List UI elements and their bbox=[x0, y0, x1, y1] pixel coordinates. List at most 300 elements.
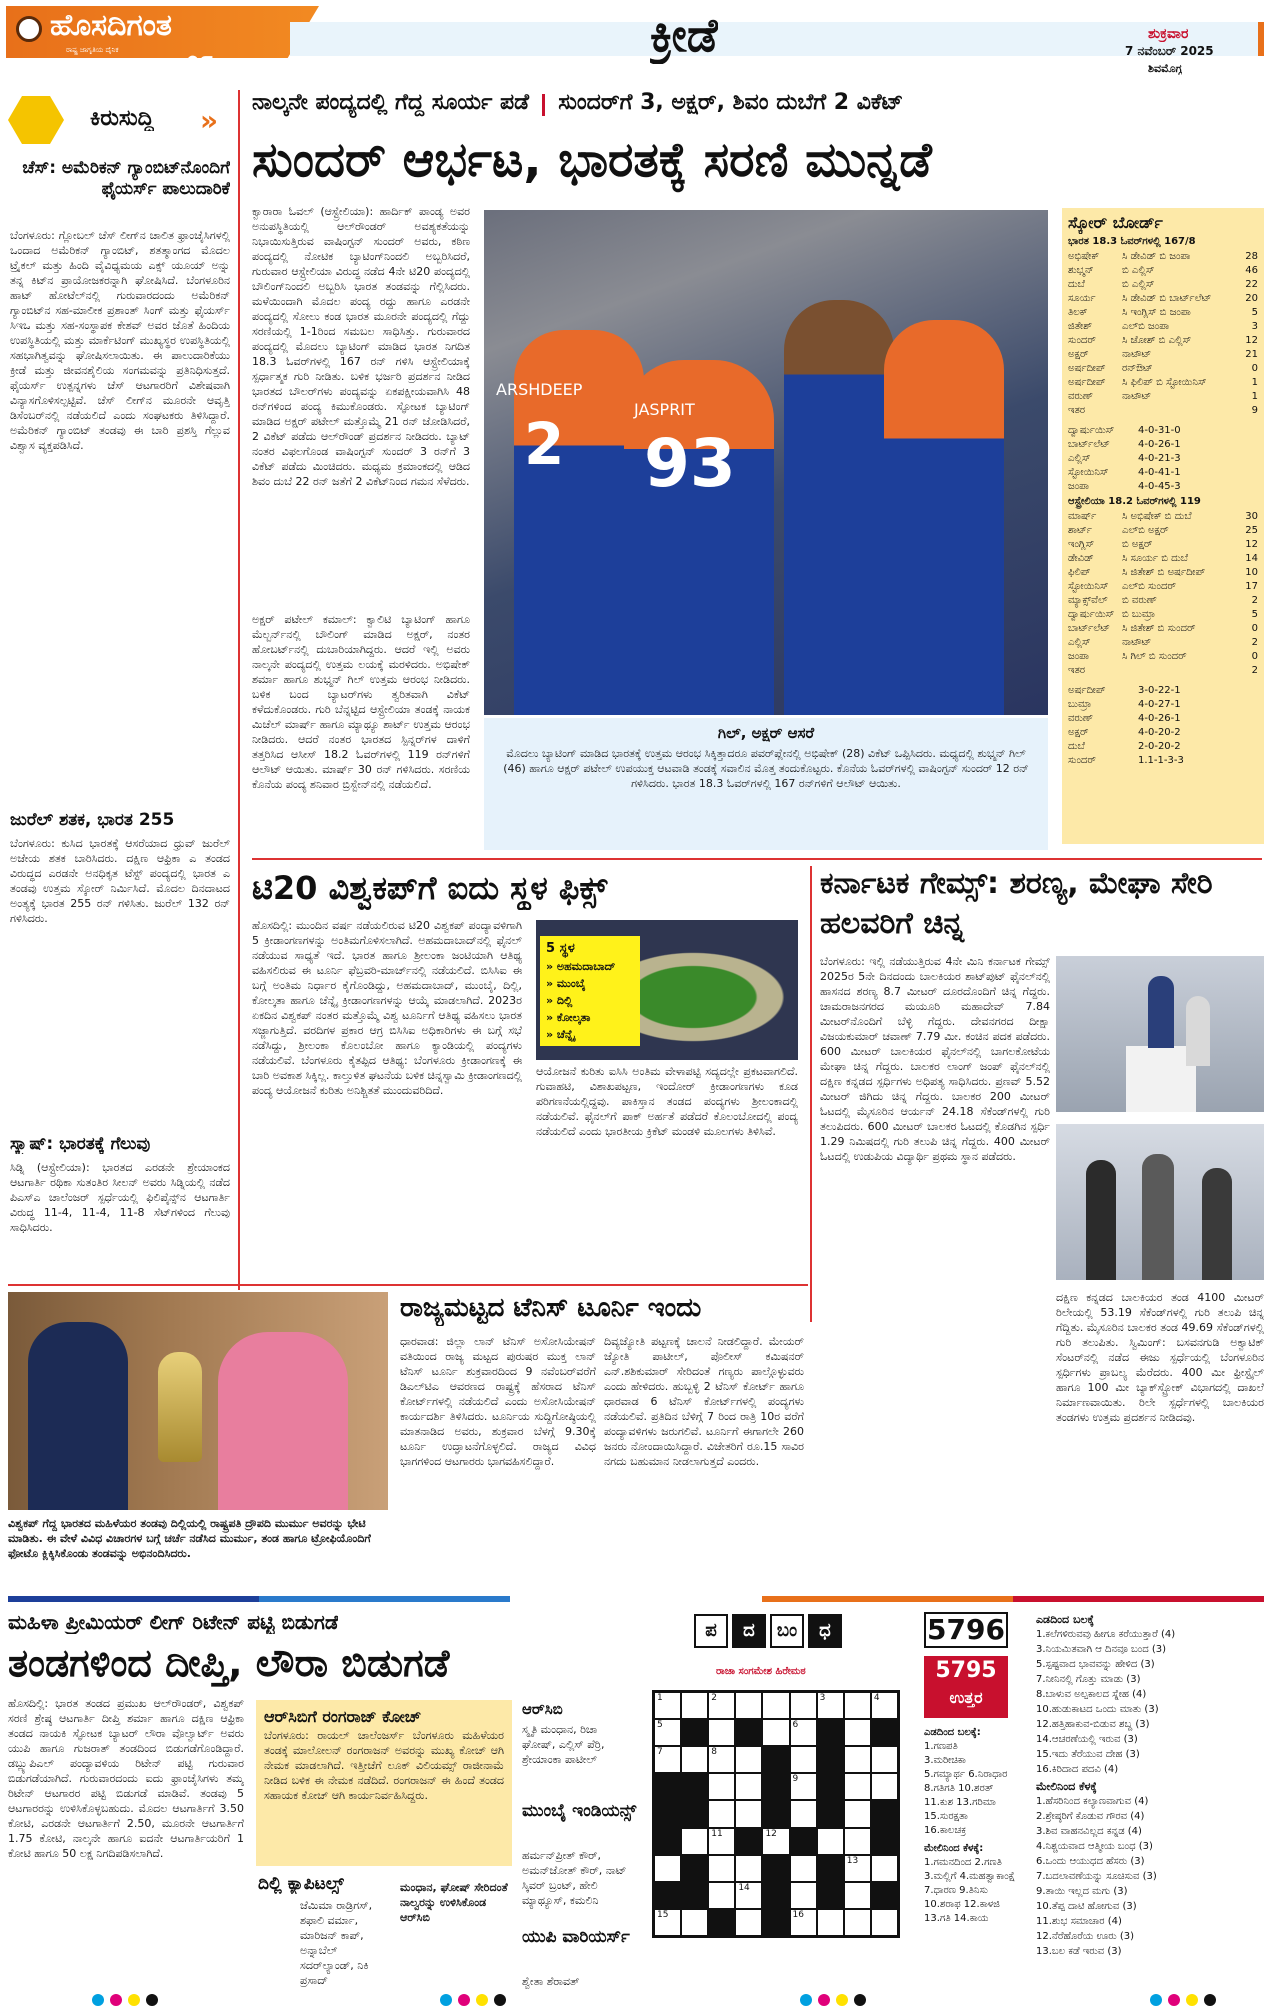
grid-cell bbox=[790, 1746, 817, 1773]
grid-cell bbox=[844, 1882, 871, 1909]
lead-kicker-2: ಸುಂದರ್‌ಗೆ 3, ಅಕ್ಷರ್, ಶಿವಂ ದುಬೆಗೆ 2 ವಿಕೆಟ್ bbox=[558, 90, 904, 115]
grid-cell bbox=[790, 1909, 817, 1936]
player-name: ಮ್ಯಾಕ್ಸ್‌ವೆಲ್ bbox=[1068, 595, 1108, 606]
clue-item: 5.ಸ್ಪಷ್ಟವಾದ ಭಾವವನ್ನು ಹೇಳಿದ (3) bbox=[1036, 1659, 1155, 1670]
bowling-figures: 4-0-45-3 bbox=[1138, 481, 1181, 492]
clue-number: 3 bbox=[819, 1693, 826, 1703]
wpl-body: ಹೊಸದಿಲ್ಲಿ: ಭಾರತ ತಂಡದ ಪ್ರಮುಖ ಆಲ್‌ರೌಂಡರ್, ವಿಶ್ವಕಪ್ ಸರಣಿ ಶ್ರೇಷ್ಠ ಆಟಗಾರ್ತಿ ದೀಪ್ತಿ ಶರ್ಮಾ ಹಾಗೂ ದಕ್ಷಿಣ ಆಫ್ರಿಕಾ ತಂಡದ ನಾಯಕಿ ಸ್ಫೋಟಕ ಬ್ಯಾಟರ್ ಲೌರಾ ವೊಲ್ವಾರ್ಟ್ ಅವರು ಯುಪಿ ಹಾಗೂ ಗುಜರಾತ್ ತಂಡದಿಂದ ಬಿಡುಗಡೆಗೊಂಡಿದ್ದಾರೆ. ಡಬ್ಲ್ಯುಪಿಎಲ್ ಪಂದ್ಯಾವಳಿಯ ರಿಟೇನ್ ಪಟ್ಟಿ ಗುರುವಾರ ಬಿಡುಗಡೆಯಾಗಿದೆ. ಗುರುವಾರದಂದು ಐದು ಫ್ರಾಂಚೈಸಿಗಳು ತಮ್ಮ ರಿಟೇನ್ ಆಟಗಾರರ ಪಟ್ಟಿ ಬಿಡುಗಡೆ ಮಾಡಿವೆ. ತಂಡವು 5 ಆಟಗಾರರನ್ನು ಉಳಿಸಿಕೊಳ್ಳಬಹುದು. ಮೊದಲ ಆಟಗಾರ್ತಿಗೆ 3.50 ಕೋಟಿ, ಎರಡನೇ ಆಟಗಾರ್ತಿಗೆ 2.50, ಮೂರನೇ ಆಟಗಾರ್ತಿಗೆ 1.75 ಕೋಟಿ, ನಾಲ್ಕನೇ ಹಾಗೂ ಐದನೇ ಆಟಗಾರ್ತಿಯರಿಗೆ 1 ಕೋಟಿ ಹಾಗೂ 50 ಲಕ್ಷ ನಿಗದಿಪಡಿಸಲಾಗಿದೆ. bbox=[8, 1697, 244, 1860]
clue-number: 11 bbox=[711, 1828, 723, 1839]
scoreboard-row bbox=[1068, 376, 1258, 390]
puzzle-title-letter: ಪ bbox=[694, 1614, 728, 1648]
grid-cell-black bbox=[735, 1828, 762, 1855]
runs: 1 bbox=[1251, 391, 1258, 402]
clue-item: 3.ನಿಯಮಿತವಾಗಿ ಆ ದಿನವೂ ಬಂದ (3) bbox=[1036, 1644, 1167, 1655]
answer-item: 5.ಗಮ್ಯಾರ್ಥ 6.ನಿರಾಧಾರ bbox=[924, 1769, 1008, 1780]
runs: 2 bbox=[1251, 595, 1258, 606]
team-players-rcb: ಸ್ಮೃತಿ ಮಂಧಾನ, ರಿಚಾ ಘೋಷ್, ಎಲ್ಲಿಸ್ ಪೆರ್ರಿ, ಶ್ರೇಯಾಂಕಾ ಪಾಟೀಲ್ bbox=[522, 1723, 605, 1766]
grid-cell-black bbox=[762, 1882, 789, 1909]
clue-number: 14 bbox=[738, 1882, 750, 1893]
grid-cell bbox=[708, 1746, 735, 1773]
bowling-figures: 4-0-26-1 bbox=[1138, 713, 1181, 724]
grid-cell-black bbox=[871, 1719, 898, 1746]
runs: 12 bbox=[1245, 335, 1258, 346]
runs: 5 bbox=[1251, 609, 1258, 620]
answer-item: 13.ಗತಿ 14.ಕಾಯ bbox=[924, 1913, 989, 1924]
dismissal bbox=[1120, 664, 1238, 678]
medal-photo-2 bbox=[1056, 1124, 1264, 1280]
grid-cell bbox=[762, 1692, 789, 1719]
grid-cell-black bbox=[871, 1882, 898, 1909]
grid-cell bbox=[762, 1828, 789, 1855]
kirusuddi-logo bbox=[8, 92, 228, 152]
rcb-coach-body: ಬೆಂಗಳೂರು: ರಾಯಲ್ ಚಾಲೆಂಜರ್ಸ್ ಬೆಂಗಳೂರು ಮಹಿಳೆಯರ ತಂಡಕ್ಕೆ ಮಾಲೋಲನ್ ರಂಗರಾಜನ್ ಅವರನ್ನು ಮುಖ್ಯ ಕೋಚ್ ಆಗಿ ನೇಮಕ ಮಾಡಲಾಗಿದೆ. ಇತ್ತೀಚೆಗೆ ಲೂಕ್ ವಿಲಿಯಮ್ಸ್ ರಾಜೀನಾಮೆ ನೀಡಿದ ಬಳಿಕ ಈ ನೇಮಕ ನಡೆದಿದೆ. ರಂಗರಾಜನ್ ಈ ಹಿಂದೆ ತಂಡದ ಸಹಾಯಕ ಕೋಚ್ ಆಗಿ ಕಾರ್ಯನಿರ್ವಹಿಸಿದ್ದರು. bbox=[264, 1729, 504, 1802]
bowling-figures: 1.1-1-3-3 bbox=[1138, 755, 1184, 766]
scoreboard bbox=[1062, 208, 1264, 844]
prev-answer-box bbox=[924, 1656, 1008, 1718]
player-name: ಶುಭ್ಮನ್ bbox=[1068, 265, 1094, 276]
dismissal: ಬಿ ಬುಮ್ರಾ bbox=[1122, 609, 1156, 620]
dismissal: ಎಲ್‌ಬಿ ಅಕ್ಷರ್ bbox=[1122, 525, 1169, 536]
bowling-row bbox=[1068, 698, 1258, 712]
scoreboard-row bbox=[1068, 390, 1258, 404]
dismissal: ಸಿ ಜಿತೇಶ್ ಬಿ ಸುಂದರ್ bbox=[1122, 623, 1196, 634]
clue-number: 7 bbox=[657, 1747, 663, 1758]
bowler-name: ಬುಮ್ರಾ bbox=[1068, 699, 1092, 710]
bowling-row bbox=[1068, 754, 1258, 768]
dismissal: ಸಿ ಜಿತೇಶ್ ಬಿ ಅರ್ಷದೀಪ್ bbox=[1122, 567, 1206, 578]
puzzle-number: 5796 bbox=[924, 1612, 1008, 1648]
grid-cell-black bbox=[871, 1800, 898, 1827]
grid-cell bbox=[871, 1692, 898, 1719]
clue-item: 8.ಬಾಳುವ ಅಲ್ಪಕಾಲದ ಸ್ನೇಹ (4) bbox=[1036, 1689, 1147, 1700]
bowler-name: ದ್ವಾರ್ಷುಯಿಸ್ bbox=[1068, 425, 1115, 436]
scoreboard-row bbox=[1068, 250, 1258, 264]
section-divider bbox=[8, 1284, 808, 1286]
player-name: ಅರ್ಷದೀಪ್ bbox=[1068, 377, 1106, 388]
registration-marks bbox=[1150, 1994, 1216, 2006]
dismissal: ಬಿ ಅಕ್ಷರ್ bbox=[1122, 539, 1153, 550]
color-strip bbox=[8, 1596, 1264, 1602]
clue-number: 16 bbox=[792, 1909, 804, 1920]
answer-item: 3.ಮಲ್ಲಿಗೆ 4.ಮಹತ್ವಾಕಾಂಕ್ಷೆ bbox=[924, 1871, 1016, 1882]
grid-cell bbox=[790, 1773, 817, 1800]
runs: 5 bbox=[1251, 307, 1258, 318]
clue-item: 1.ಕಲೆಗಳಿರುವವು ಹೀಗೂ ಕರೆಯುತ್ತಾರೆ (4) bbox=[1036, 1629, 1176, 1640]
clues-across-heading: ಎಡದಿಂದ ಬಲಕ್ಕೆ bbox=[1036, 1613, 1094, 1626]
team-name-mi: ಮುಂಬೈ ಇಂಡಿಯನ್ಸ್ bbox=[522, 1801, 637, 1821]
clue-item: 13.ಬಲ ಕಡೆ ಇರುವ (3) bbox=[1036, 1946, 1122, 1957]
brand-logo-icon bbox=[16, 16, 42, 42]
grid-cell bbox=[708, 1828, 735, 1855]
scoreboard-row bbox=[1068, 650, 1258, 664]
answer-item: 10.ಶರಾಫ 12.ಕಾಳಜಿ bbox=[924, 1899, 1000, 1910]
scoreboard-row bbox=[1068, 580, 1258, 594]
bowling-figures: 4-0-20-2 bbox=[1138, 727, 1181, 738]
clue-number: 8 bbox=[711, 1747, 717, 1758]
kirusuddi-label: ಕಿರುಸುದ್ದಿ bbox=[90, 106, 154, 131]
bowling-figures: 2-0-20-2 bbox=[1138, 741, 1181, 752]
grid-cell-black bbox=[817, 1719, 844, 1746]
prev-answer-label: ಉತ್ತರ bbox=[949, 1688, 983, 1707]
player-name: ಜಿತೇಶ್ bbox=[1068, 321, 1093, 332]
puzzle-title bbox=[694, 1614, 842, 1648]
city-label: ಶಿವಮೊಗ್ಗ bbox=[1148, 62, 1183, 75]
runs: 21 bbox=[1245, 349, 1258, 360]
grid-cell bbox=[871, 1746, 898, 1773]
clue-number: 2 bbox=[711, 1693, 717, 1703]
grid-cell-black bbox=[762, 1773, 789, 1800]
clue-item: 10.ತೆಪ್ಪ ದಾಟಿ ಹೋಗುವ (3) bbox=[1036, 1901, 1137, 1912]
kiru-headline-3: ಸ್ಕ್ವಾಷ್: ಭಾರತಕ್ಕೆ ಗೆಲುವು bbox=[10, 1134, 151, 1154]
grid-cell bbox=[681, 1746, 708, 1773]
dismissal: ಸಿ ಇಂಗ್ಲಿಸ್ ಬಿ ಜಂಪಾ bbox=[1122, 307, 1191, 318]
grid-cell bbox=[871, 1855, 898, 1882]
bowler-name: ಎಲ್ಲಿಸ್ bbox=[1068, 453, 1091, 464]
runs: 14 bbox=[1245, 553, 1258, 564]
dismissal: ಸಿ ಫಿಲಿಪ್ ಬಿ ಸ್ಟೋಯಿನಿಸ್ bbox=[1122, 377, 1207, 388]
player-name: ಡೇವಿಡ್ bbox=[1068, 553, 1094, 564]
grid-cell bbox=[735, 1909, 762, 1936]
bowler-name: ಅಕ್ಷರ್ bbox=[1068, 727, 1089, 738]
grid-cell bbox=[681, 1828, 708, 1855]
athlete-figure bbox=[1086, 1160, 1116, 1280]
grid-cell bbox=[708, 1800, 735, 1827]
dismissal: ಸಿ ಸೂರ್ಯ ಬಿ ದುಬೆ bbox=[1122, 553, 1189, 564]
dismissal: ನಾಟೌಟ್ bbox=[1122, 637, 1152, 648]
wpl-headline: ತಂಡಗಳಿಂದ ದೀಪ್ತಿ, ಲೌರಾ ಬಿಡುಗಡೆ bbox=[8, 1641, 450, 1685]
scoreboard-row bbox=[1068, 362, 1258, 376]
puzzle-title-letter: ಧ bbox=[808, 1614, 842, 1648]
lead-body-2: ಅಕ್ಷರ್ ಪಟೇಲ್ ಕಮಾಲ್: ಕ್ವಾಲಿಟಿ ಬ್ಯಾಟಿಂಗ್ ಹಾಗೂ ಮೆಲ್ಬರ್ನ್‌ನಲ್ಲಿ ಬೌಲಿಂಗ್ ಮಾಡಿದ ಅಕ್ಷರ್, ನಂತರ ಹೋಬರ್ಟ್‌ನಲ್ಲಿ ದುಬಾರಿಯಾಗಿದ್ದರು. ಆದರೆ ಇಲ್ಲಿ ಅವರು ನಾಲ್ಕನೇ ಪಂದ್ಯದಲ್ಲಿ ಉತ್ತಮ ಲಯಕ್ಕೆ ಮರಳಿದರು. ಅಭಿಷೇಕ್ ಶರ್ಮಾ ಹಾಗೂ ಶುಭ್ಮನ್ ಗಿಲ್ ಉತ್ತಮ ಆರಂಭ ನೀಡಿದರು. ಬಳಿಕ ಬಂದ ಬ್ಯಾಟರ್‌ಗಳು ತ್ವರಿತವಾಗಿ ವಿಕೆಟ್ ಕಳೆದುಕೊಂಡರು. ಗುರಿ ಬೆನ್ನಟ್ಟಿದ ಆಸ್ಟ್ರೇಲಿಯಾ ತಂಡಕ್ಕೆ ನಾಯಕ ಮಿಚೆಲ್ ಮಾರ್ಷ್ ಹಾಗೂ ಮ್ಯಾಥ್ಯೂ ಶಾರ್ಟ್ ಉತ್ತಮ ಆರಂಭ ನೀಡಿದರು. ಆದರೆ ನಂತರ ಭಾರತದ ಸ್ಪಿನ್ನರ್‌ಗಳ ದಾಳಿಗೆ ತತ್ತರಿಸಿದ ಆಸೀಸ್ 18.2 ಓವರ್‌ಗಳಲ್ಲಿ 119 ರನ್‌ಗಳಿಗೆ ಆಲೌಟ್ ಆಯಿತು. ಮಾರ್ಷ್ 30 ರನ್ ಗಳಿಸಿದರು. ಸರಣಿಯ ಕೊನೆಯ ಪಂದ್ಯ ಶನಿವಾರ ಬ್ರಿಸ್ಬೇನ್‌ನಲ್ಲಿ ನಡೆಯಲಿದೆ. bbox=[252, 613, 470, 791]
medal-photo-1 bbox=[1056, 956, 1264, 1112]
team-name-dc: ದಿಲ್ಲಿ ಕ್ಯಾಪಿಟಲ್ಸ್ bbox=[258, 1874, 344, 1894]
dismissal: ಸಿ ಡೇವಿಡ್ ಬಿ ಬಾರ್ಟ್‌ಲೆಟ್ bbox=[1122, 293, 1212, 304]
kgames-headline: ಕರ್ನಾಟಕ ಗೇಮ್ಸ್: ಶರಣ್ಯ, ಮೇಘಾ ಸೇರಿ ಹಲವರಿಗೆ ಚಿನ್ನ bbox=[820, 866, 1213, 941]
scoreboard-row bbox=[1068, 594, 1258, 608]
lead-headline: ಸುಂದರ್ ಆರ್ಭಟ, ಭಾರತಕ್ಕೆ ಸರಣಿ ಮುನ್ನಡೆ bbox=[252, 132, 932, 188]
grid-cell-black bbox=[817, 1882, 844, 1909]
bowling-figures: 3-0-22-1 bbox=[1138, 685, 1181, 696]
grid-cell-black bbox=[681, 1882, 708, 1909]
grid-cell bbox=[790, 1692, 817, 1719]
scoreboard-title: ಸ್ಕೋರ್ ಬೋರ್ಡ್ bbox=[1068, 213, 1163, 232]
bowling-figures: 4-0-41-1 bbox=[1138, 467, 1181, 478]
grid-cell bbox=[844, 1800, 871, 1827]
bowler-name: ಸ್ಟೋಯಿನಿಸ್ bbox=[1068, 467, 1109, 478]
masthead-band bbox=[290, 22, 1260, 56]
bowler-name: ಸುಂದರ್ bbox=[1068, 755, 1096, 766]
clue-item: 4.ನಿಶ್ಚಯವಾದ ಆತ್ಮೀಯ ಬಂಧ (3) bbox=[1036, 1841, 1153, 1852]
rcb-coach-box bbox=[256, 1700, 512, 1866]
scoreboard-row bbox=[1068, 510, 1258, 524]
runs: 20 bbox=[1245, 293, 1258, 304]
grid-cell bbox=[735, 1692, 762, 1719]
india-bowling bbox=[1068, 424, 1258, 494]
grid-cell bbox=[708, 1773, 735, 1800]
masthead-accent bbox=[1258, 22, 1264, 56]
brand-name: ಹೊಸದಿಗಂತ bbox=[50, 8, 172, 43]
clue-number: 12 bbox=[765, 1828, 777, 1839]
lead-photo bbox=[484, 210, 1048, 715]
bowler-name: ಅರ್ಷದೀಪ್ bbox=[1068, 685, 1106, 696]
scoreboard-row bbox=[1068, 622, 1258, 636]
team-players-mi: ಹರ್ಮನ್‌ಪ್ರೀತ್ ಕೌರ್, ಅಮನ್‌ಜೋತ್ ಕೌರ್, ನಾಟ್ ಸ್ಕಿವರ್ ಬ್ರಂಟ್, ಹೇಲಿ ಮ್ಯಾಥ್ಯೂಸ್, ಕಮಲಿನಿ bbox=[522, 1849, 627, 1907]
grid-cell bbox=[681, 1909, 708, 1936]
kiru-body-1: ಬೆಂಗಳೂರು: ಗ್ಲೋಬಲ್ ಚೆಸ್ ಲೀಗ್‌ನ ಚಾಲಿತ ಫ್ರಾಂಚೈಸಿಗಳಲ್ಲಿ ಒಂದಾದ ಅಮೆರಿಕನ್ ಗ್ಯಾಂಬಿಟ್, ಶತತ್ಮಾಂಗದ ಮೊದಲ ಟ್ರೈಕಲ್ ಮತ್ತು ಹಿಂದಿ ವೈವಿಧ್ಯಮಯ ಎಕ್ಸ್ ಯೂಯ್ ಅನ್ನು ತನ್ನ ಕಿಟ್‌ನ ಪ್ರಾಯೋಜಕರನ್ನಾಗಿ ಘೋಷಿಸಿದೆ. ಬೆಂಗಳೂರಿನ ಹಾಟ್ ಹೋಟೆಲ್‌ನಲ್ಲಿ ಗುರುವಾರದಂದು ಅಮೆರಿಕನ್ ಗ್ಯಾಂಬಿಟ್‌ನ ಸಹ-ಮಾಲೀಕ ಪ್ರಶಾಂತ್ ಸಿಂಗ್ ಮತ್ತು ಫೈಯರ್ಸ್ ಸಿಇಒ ಮತ್ತು ಸಹ-ಸಂಸ್ಥಾಪಕ ಕೇಶವ್ ಅವರ ಜೊತೆ ಹಿಂದಿಯ ಉಪಸ್ಥಿತಿಯಲ್ಲಿ ಮತ್ತು ಮಾರ್ಕೆಟಿಂಗ್ ಮುಖ್ಯಸ್ಥರ ಉಪಸ್ಥಿತಿಯಲ್ಲಿ ಸಹಭಾಗಿತ್ವವನ್ನು ಘೋಷಿಸಲಾಯಿತು. ಈ ಪಾಲುದಾರಿಕೆಯು ಕ್ರೀಡೆ ಮತ್ತು ಜೀವನಶೈಲಿಯ ಸಂಗಮವನ್ನು ಪ್ರತಿನಿಧಿಸುತ್ತದೆ. ಫೈಯರ್ಸ್ ಉತ್ಪನ್ನಗಳು ಚೆಸ್ ಆಟಗಾರರಿಗೆ ವಿಶೇಷವಾಗಿ ವಿನ್ಯಾಸಗೊಳಿಸಲ್ಪಟ್ಟಿವೆ. ಚೆಸ್ ಲೀಗ್‌ನ ಮೂರನೇ ಆವೃತ್ತಿ ಡಿಸೆಂಬರ್‌ನಲ್ಲಿ ನಡೆಯಲಿದೆ ಎಂದು ಸಂಘಟಕರು ತಿಳಿಸಿದ್ದಾರೆ. ಅಮೆರಿಕನ್ ಗ್ಯಾಂಬಿಟ್ ತಂಡವು ಈ ಬಾರಿ ಪ್ರಶಸ್ತಿ ಗೆಲ್ಲುವ ವಿಶ್ವಾಸ ವ್ಯಕ್ತಪಡಿಸಿದೆ. bbox=[10, 229, 230, 452]
player-name: ಇಂಗ್ಲಿಸ್ bbox=[1068, 539, 1095, 550]
venue-item: » ಚೆನ್ನೈ bbox=[546, 1028, 575, 1041]
answer-item: 3.ಮರೀಚಿಕಾ bbox=[924, 1755, 966, 1766]
runs: 9 bbox=[1251, 405, 1258, 416]
clue-item: 7.ಬದಲಾವಣೆಯನ್ನು ಸೂಚಿಸುವ (3) bbox=[1036, 1871, 1157, 1882]
scoreboard-row bbox=[1068, 524, 1258, 538]
clue-number: 15 bbox=[657, 1909, 669, 1920]
answer-item: 16.ಕಾಲಚಕ್ರ bbox=[924, 1825, 967, 1836]
player-name: ಇತರ bbox=[1068, 405, 1086, 416]
clue-number: 4 bbox=[873, 1693, 880, 1703]
scoreboard-row bbox=[1068, 538, 1258, 552]
president-photo bbox=[8, 1292, 388, 1510]
grid-cell bbox=[708, 1719, 735, 1746]
clue-number: 1 bbox=[657, 1693, 663, 1703]
dismissal: ಸಿ ಜೋಶ್ ಬಿ ಎಲ್ಲಿಸ್ bbox=[1122, 335, 1192, 346]
grid-cell bbox=[844, 1828, 871, 1855]
runs: 22 bbox=[1245, 279, 1258, 290]
grid-cell bbox=[844, 1855, 871, 1882]
wpl-kicker: ಮಹಿಳಾ ಪ್ರೀಮಿಯರ್ ಲೀಗ್ ರಿಟೇನ್ ಪಟ್ಟಿ ಬಿಡುಗಡೆ bbox=[8, 1610, 339, 1634]
grid-cell bbox=[844, 1719, 871, 1746]
team-players-dc: ಜೆಮಿಮಾ ರಾಡ್ರಿಗಸ್, ಶಫಾಲಿ ವರ್ಮಾ, ಮಾರಿಜನ್ ಕಾಪ್, ಅನ್ನಾಬೆಲ್ ಸದರ್‌ಲ್ಯಾಂಡ್, ನಿಕಿ ಪ್ರಸಾದ್ bbox=[300, 1899, 373, 1987]
player-name: ಸೂರ್ಯ bbox=[1068, 293, 1096, 304]
tennis-body: ಧಾರವಾಡ: ಜಿಲ್ಲಾ ಲಾನ್ ಟೆನಿಸ್ ಅಸೋಸಿಯೇಷನ್ ವತಿಯಿಂದ ರಾಜ್ಯ ಮಟ್ಟದ ಪುರುಷರ ಮುಕ್ತ ಲಾನ್ ಟೆನಿಸ್ ಟೂರ್ನಿ ಶುಕ್ರವಾರದಿಂದ 9 ನವೆಂಬರ್‌ವರೆಗೆ ಡಿಎಲ್‌ಟಿಎ ಆವರಣದ ರಾಷ್ಟ್ರಕ್ಕೆ ಹೆಸರಾದ ಟೆನಿಸ್ ಕೋರ್ಟ್‌ಗಳಲ್ಲಿ ನಡೆಯಲಿದೆ ಎಂದು ಅಸೋಸಿಯೇಷನ್ ಕಾರ್ಯದರ್ಶಿ ತಿಳಿಸಿದರು. ಟೂರ್ನಿಯ ಸುದ್ದಿಗೋಷ್ಠಿಯಲ್ಲಿ ಮಾತನಾಡಿದ ಅವರು, ಶುಕ್ರವಾರ ಬೆಳಗ್ಗೆ 9.30ಕ್ಕೆ ಟೂರ್ನಿ ಉದ್ಘಾಟನೆಗೊಳ್ಳಲಿದೆ. ರಾಜ್ಯದ ವಿವಿಧ ಭಾಗಗಳಿಂದ ಆಟಗಾರರು ಭಾಗವಹಿಸಲಿದ್ದಾರೆ. bbox=[400, 1335, 596, 1468]
grid-cell bbox=[681, 1692, 708, 1719]
scoreboard-row bbox=[1068, 404, 1258, 418]
dismissal: ಬಿ ಎಲ್ಲಿಸ್ bbox=[1122, 265, 1155, 276]
grid-cell-black bbox=[654, 1882, 681, 1909]
answer-item: 15.ಸುರಕ್ಷತಾ bbox=[924, 1811, 968, 1822]
grid-cell bbox=[654, 1719, 681, 1746]
venue-item: » ಅಹಮದಾಬಾದ್ bbox=[546, 960, 616, 973]
player-name: ಎಲ್ಲಿಸ್ bbox=[1068, 637, 1091, 648]
clue-item: 11.ಶುಭ ಸಮಾಚಾರ (4) bbox=[1036, 1916, 1122, 1927]
caption-title: ಗಿಲ್, ಅಕ್ಷರ್ ಆಸರೆ bbox=[717, 724, 815, 742]
section-title: ಕ್ರೀಡೆ bbox=[650, 8, 718, 62]
scoreboard-row bbox=[1068, 264, 1258, 278]
kgames-body-2: ದಕ್ಷಿಣ ಕನ್ನಡದ ಬಾಲಕಿಯರ ತಂಡ 4100 ಮೀಟರ್ ರಿಲೇಯಲ್ಲಿ 53.19 ಸೆಕೆಂಡ್‌ಗಳಲ್ಲಿ ಗುರಿ ತಲುಪಿ ಚಿನ್ನ ಗೆದ್ದಿತು. ಮೈಸೂರಿನ ಬಾಲಕರ ತಂಡ 49.69 ಸೆಕೆಂಡ್‌ಗಳಲ್ಲಿ ಗುರಿ ತಲುಪಿತು. ಸ್ವಿಮಿಂಗ್: ಬಸವನಗುಡಿ ಅಕ್ವಾಟಿಕ್ ಸೆಂಟರ್‌ನಲ್ಲಿ ನಡೆದ ಈಜು ಸ್ಪರ್ಧೆಯಲ್ಲಿ ಬೆಂಗಳೂರಿನ ಸ್ಪರ್ಧಿಗಳು ಪ್ರಾಬಲ್ಯ ಮೆರೆದರು. 400 ಮೀ ಫ್ರೀಸ್ಟೈಲ್ ಹಾಗೂ 100 ಮೀ ಬ್ಯಾಕ್‌ಸ್ಟ್ರೋಕ್ ವಿಭಾಗದಲ್ಲಿ ದಾಖಲೆ ನಿರ್ಮಾಣವಾಯಿತು. ರಿಲೇ ಸ್ಪರ್ಧೆಗಳಲ್ಲಿ ಬಾಲಕಿಯರ ತಂಡಗಳು ಉತ್ತಮ ಪ್ರದರ್ಶನ ನೀಡಿದವು. bbox=[1056, 1291, 1264, 1424]
registration-marks bbox=[440, 1994, 506, 2006]
kicker-separator bbox=[542, 94, 545, 116]
grid-cell bbox=[654, 1746, 681, 1773]
bowling-row bbox=[1068, 466, 1258, 480]
runs: 28 bbox=[1245, 251, 1258, 262]
dismissal: ರನ್‌ಔಟ್ bbox=[1122, 363, 1153, 374]
runs: 10 bbox=[1245, 567, 1258, 578]
bowling-figures: 4-0-26-1 bbox=[1138, 439, 1181, 450]
bowling-row bbox=[1068, 712, 1258, 726]
crossword-grid bbox=[652, 1690, 900, 1938]
player-name: ಫಿಲಿಪ್ bbox=[1068, 567, 1091, 578]
grid-cell-black bbox=[654, 1828, 681, 1855]
venues-box bbox=[540, 936, 640, 1046]
runs: 2 bbox=[1251, 665, 1258, 676]
lead-kicker: ನಾಲ್ಕನೇ ಪಂದ್ಯದಲ್ಲಿ ಗೆದ್ದ ಸೂರ್ಯ ಪಡೆ bbox=[252, 90, 530, 115]
grid-cell-black bbox=[762, 1746, 789, 1773]
bowling-figures: 4-0-21-3 bbox=[1138, 453, 1181, 464]
clue-item: 9.ತಾಯಿ ಇಲ್ಲದ ಮಗು (3) bbox=[1036, 1886, 1128, 1897]
prev-puzzle-number: 5795 bbox=[935, 1658, 997, 1683]
scoreboard-row bbox=[1068, 320, 1258, 334]
clue-number: 5 bbox=[657, 1720, 663, 1731]
grid-cell-black bbox=[762, 1800, 789, 1827]
grid-cell bbox=[817, 1909, 844, 1936]
grid-cell bbox=[844, 1773, 871, 1800]
india-batting bbox=[1068, 250, 1258, 418]
scoreboard-row bbox=[1068, 552, 1258, 566]
player-name: ದ್ವಾರ್ಷುಯಿಸ್ bbox=[1068, 609, 1115, 620]
clue-item: 6.ಒಂದು ಆಯುಧದ ಹೆಸರು (3) bbox=[1036, 1856, 1145, 1867]
scoreboard-row bbox=[1068, 348, 1258, 362]
kiru-headline-1: ಚೆಸ್: ಅಮೆರಿಕನ್ ಗ್ಯಾಂಬಿಟ್‌ನೊಂದಿಗೆ ಫೈಯರ್ಸ್ ಪಾಲುದಾರಿಕೆ bbox=[22, 158, 230, 199]
scoreboard-row bbox=[1068, 334, 1258, 348]
runs: 30 bbox=[1245, 511, 1258, 522]
runs: 17 bbox=[1245, 581, 1258, 592]
kirusuddi-icon bbox=[8, 96, 64, 144]
bowling-row bbox=[1068, 726, 1258, 740]
answer-item: 7.ಧಾರಣ 9.ತಿನಿಸು bbox=[924, 1885, 988, 1896]
bowling-row bbox=[1068, 684, 1258, 698]
grid-cell bbox=[871, 1773, 898, 1800]
grid-cell bbox=[708, 1855, 735, 1882]
kiru-body-2: ಬೆಂಗಳೂರು: ಕುಸಿದ ಭಾರತಕ್ಕೆ ಆಸರೆಯಾದ ಧ್ರುವ್ ಜುರೆಲ್ ಅಜೇಯ ಶತಕ ಬಾರಿಸಿದರು. ದಕ್ಷಿಣ ಆಫ್ರಿಕಾ ಎ ತಂಡದ ವಿರುದ್ಧದ ಎರಡನೇ ಅನಧಿಕೃತ ಟೆಸ್ಟ್ ಪಂದ್ಯದಲ್ಲಿ ಭಾರತ ಎ ತಂಡವು ಉತ್ತಮ ಸ್ಕೋರ್ ನಿರ್ಮಿಸಿದೆ. ಮೊದಲ ದಿನದಾಟದ ಅಂತ್ಯಕ್ಕೆ ಭಾರತ 255 ರನ್ ಗಳಿಸಿತು. ಜುರೆಲ್ 132 ರನ್ ಗಳಿಸಿದರು. bbox=[10, 837, 230, 925]
player-name: ಶಾರ್ಟ್ bbox=[1068, 525, 1092, 536]
athlete-figure bbox=[1202, 1168, 1232, 1280]
runs: 0 bbox=[1251, 623, 1258, 634]
scoreboard-row bbox=[1068, 278, 1258, 292]
t20wc-body: ಹೊಸದಿಲ್ಲಿ: ಮುಂದಿನ ವರ್ಷ ನಡೆಯಲಿರುವ ಟಿ20 ವಿಶ್ವಕಪ್ ಪಂದ್ಯಾವಳಿಗಾಗಿ 5 ಕ್ರೀಡಾಂಗಣಗಳನ್ನು ಅಂತಿಮಗೊಳಿಸಲಾಗಿದೆ. ಅಹಮದಾಬಾದ್‌ನಲ್ಲಿ ಫೈನಲ್ ನಡೆಯುವ ಸಾಧ್ಯತೆ ಇದೆ. ಭಾರತ ಹಾಗೂ ಶ್ರೀಲಂಕಾ ಜಂಟಿಯಾಗಿ ಆತಿಥ್ಯ ವಹಿಸಲಿರುವ ಈ ಟೂರ್ನಿ ಫೆಬ್ರವರಿ-ಮಾರ್ಚ್‌ನಲ್ಲಿ ನಡೆಯಲಿದೆ. ಬಿಸಿಸಿಐ ಈ ಬಗ್ಗೆ ಅಂತಿಮ ನಿರ್ಧಾರ ಕೈಗೊಂಡಿದ್ದು, ಅಹಮದಾಬಾದ್, ಮುಂಬೈ, ದಿಲ್ಲಿ, ಕೋಲ್ಕತಾ ಹಾಗೂ ಚೆನ್ನೈ ಕ್ರೀಡಾಂಗಣಗಳನ್ನು ಆಯ್ಕೆ ಮಾಡಲಾಗಿದೆ. 2023ರ ಏಕದಿನ ವಿಶ್ವಕಪ್ ನಂತರ ಮತ್ತೊಮ್ಮೆ ವಿಶ್ವ ಟೂರ್ನಿಗೆ ಆತಿಥ್ಯ ವಹಿಸಲು ಭಾರತ ಸಜ್ಜಾಗುತ್ತಿದೆ. ವರದಿಗಳ ಪ್ರಕಾರ ಆಗ್ರ ಬಿಸಿಸಿಐ ಅಧಿಕಾರಿಗಳು ಈ ಬಗ್ಗೆ ಸಭೆ ನಡೆಸಿದ್ದು, ಶ್ರೀಲಂಕಾ ಕೊಲಂಬೋ ಹಾಗೂ ಕ್ಯಾಂಡಿಯಲ್ಲಿ ಪಂದ್ಯಗಳು ನಡೆಯಲಿವೆ. ಬೆಂಗಳೂರು ಕೈತಪ್ಪಿದ ಆತಿಥ್ಯ: ಬೆಂಗಳೂರು ಕ್ರೀಡಾಂಗಣಕ್ಕೆ ಈ ಬಾರಿ ಅವಕಾಶ ಸಿಕ್ಕಿಲ್ಲ. ಕಾಲ್ತುಳಿತ ಘಟನೆಯ ಬಳಿಕ ಚಿನ್ನಸ್ವಾಮಿ ಕ್ರೀಡಾಂಗಣದಲ್ಲಿ ಪಂದ್ಯ ಆಯೋಜನೆ ಕುರಿತು ಅನಿಶ್ಚಿತತೆ ಮುಂದುವರಿದಿದೆ. bbox=[252, 919, 522, 1097]
scoreboard-row bbox=[1068, 608, 1258, 622]
column-divider bbox=[810, 866, 812, 1322]
caption-text: ಮೊದಲು ಬ್ಯಾಟಿಂಗ್ ಮಾಡಿದ ಭಾರತಕ್ಕೆ ಉತ್ತಮ ಆರಂಭ ಸಿಕ್ಕಿತ್ತಾದರೂ ಪವರ್‌ಪ್ಲೇನಲ್ಲಿ ಅಭಿಷೇಕ್ (28) ವಿಕೆಟ್ ಒಪ್ಪಿಸಿದರು. ಮಧ್ಯದಲ್ಲಿ ಶುಭ್ಮನ್ ಗಿಲ್ (46) ಹಾಗೂ ಆಕ್ಷರ್ ಪಟೇಲ್ ಉಪಯುಕ್ತ ಆಟವಾಡಿ ತಂಡಕ್ಕೆ ಸವಾಲಿನ ಮೊತ್ತ ತಂದುಕೊಟ್ಟರು. ಕೊನೆಯ ಓವರ್‌ಗಳಲ್ಲಿ ವಾಷಿಂಗ್ಟನ್ ಸುಂದರ್ 12 ರನ್ ಗಳಿಸಿದರು. ಭಾರತ 18.3 ಓವರ್‌ಗಳಲ್ಲಿ 167 ರನ್‌ಗಳಿಗೆ ಆಲೌಟ್ ಆಯಿತು. bbox=[503, 747, 1029, 790]
clue-item: 12.ನೆರೆಹೊರೆಯ ಊರು (3) bbox=[1036, 1931, 1135, 1942]
t20wc-body-2: ಆಯೋಜನೆ ಕುರಿತು ಐಸಿಸಿ ಅಂತಿಮ ವೇಳಾಪಟ್ಟಿ ಸದ್ಯದಲ್ಲೇ ಪ್ರಕಟವಾಗಲಿದೆ. ಗುವಾಹಟಿ, ವಿಶಾಖಪಟ್ಟಣ, ಇಂದೋರ್ ಕ್ರೀಡಾಂಗಣಗಳು ಕೂಡ ಪರಿಗಣನೆಯಲ್ಲಿದ್ದವು. ಪಾಕಿಸ್ತಾನ ತಂಡದ ಪಂದ್ಯಗಳು ಶ್ರೀಲಂಕಾದಲ್ಲಿ ನಡೆಯಲಿವೆ. ಫೈನಲ್‌ಗೆ ಪಾಕ್ ಅರ್ಹತೆ ಪಡೆದರೆ ಕೊಲಂಬೋದಲ್ಲಿ ಪಂದ್ಯ ನಡೆಯಲಿದೆ ಎಂದು ಭಾರತೀಯ ಕ್ರಿಕೆಟ್ ಮಂಡಳಿ ಮೂಲಗಳು ತಿಳಿಸಿವೆ. bbox=[536, 1065, 798, 1138]
date-label: 7 ನವೆಂಬರ್ 2025 bbox=[1125, 44, 1214, 58]
clue-number: 6 bbox=[792, 1720, 799, 1731]
clue-item: 10.ಹುಡುಕಾಟದ ಒಂದು ಮಾತು (3) bbox=[1036, 1704, 1159, 1715]
grid-cell-black bbox=[817, 1855, 844, 1882]
person-figure bbox=[28, 1322, 128, 1510]
grid-cell-black bbox=[735, 1719, 762, 1746]
bowling-row bbox=[1068, 740, 1258, 754]
grid-cell bbox=[790, 1882, 817, 1909]
grid-cell-black bbox=[681, 1773, 708, 1800]
dismissal: ಎಲ್‌ಬಿ ಜಂಪಾ bbox=[1122, 321, 1170, 332]
dismissal: ಸಿ ಡೇವಿಡ್ ಬಿ ಜಂಪಾ bbox=[1122, 251, 1191, 262]
bowling-figures: 4-0-27-1 bbox=[1138, 699, 1181, 710]
puzzle-title-letter: ಬಂ bbox=[770, 1614, 804, 1648]
dismissal: ಎಲ್‌ಬಿ ಸುಂದರ್ bbox=[1122, 581, 1176, 592]
venue-item: » ಮುಂಬೈ bbox=[546, 977, 586, 990]
president-photo-caption: ವಿಶ್ವಕಪ್ ಗೆದ್ದ ಭಾರತದ ಮಹಿಳೆಯರ ತಂಡವು ದಿಲ್ಲಿಯಲ್ಲಿ ರಾಷ್ಟ್ರಪತಿ ದ್ರೌಪದಿ ಮುರ್ಮು ಅವರನ್ನು ಭೇಟಿ ಮಾಡಿತು. ಈ ವೇಳೆ ವಿವಿಧ ವಿಚಾರಗಳ ಬಗ್ಗೆ ಚರ್ಚೆ ನಡೆಸಿದ ಮುರ್ಮು, ತಂಡ ಹಾಗೂ ಟ್ರೋಫಿಯೊಂದಿಗೆ ಫೋಟೊ ಕ್ಲಿಕ್ಕಿಸಿಕೊಂಡು ತಂಡವನ್ನು ಅಭಿನಂದಿಸಿದರು. bbox=[8, 1517, 371, 1560]
dismissal: ನಾಟೌಟ್ bbox=[1122, 391, 1152, 402]
player-figure bbox=[884, 320, 1004, 715]
stadium-photo bbox=[536, 920, 798, 1060]
team-name-up: ಯುಪಿ ವಾರಿಯರ್ಸ್ bbox=[522, 1927, 630, 1947]
grid-cell-black bbox=[762, 1855, 789, 1882]
trophy-icon bbox=[158, 1352, 202, 1462]
player-name: ಸುಂದರ್ bbox=[1068, 335, 1096, 346]
grid-cell bbox=[790, 1855, 817, 1882]
lead-kicker-row bbox=[252, 90, 1262, 126]
lead-body: ಕ್ವಾರಾರಾ ಓವಲ್ (ಆಸ್ಟ್ರೇಲಿಯಾ): ಹಾರ್ದಿಕ್ ಪಾಂಡ್ಯ ಅವರ ಅನುಪಸ್ಥಿತಿಯಲ್ಲಿ ಆಲ್‌ರೌಂಡರ್ ಅವಶ್ಯಕತೆಯನ್ನು ನಿಭಾಯಿಸುತ್ತಿರುವ ವಾಷಿಂಗ್ಟನ್ ಸುಂದರ್ ಅವರು, ಕಠಿಣ ಪಂದ್ಯದಲ್ಲಿ ನೋಟಿಕ ಬ್ಯಾಟಿಂಗ್‌ನಿಂದಲಿ ಅಬ್ಬರಿಸಿದರೆ, ಗುರುವಾರ ಆಸ್ಟ್ರೇಲಿಯಾ ವಿರುದ್ಧ ನಡೆದ 4ನೇ ಟಿ20 ಪಂದ್ಯದಲ್ಲಿ ಬೌಲಿಂಗ್‌ನಿಂದಲಿ ಅಬ್ಬರಿಸಿ ಭಾರತ ತಂಡವನ್ನು ಗೆಲ್ಲಿಸಿದರು. ಮಳೆಯಿಂದಾಗಿ ಮೊದಲ ಪಂದ್ಯ ರದ್ದು ಹಾಗೂ ಎರಡನೇ ಪಂದ್ಯದಲ್ಲಿ ಸೋಲು ಕಂಡ ಭಾರತ ಮೂರನೇ ಪಂದ್ಯದಲ್ಲಿ ಗೆದ್ದು ಸರಣಿಯಲ್ಲಿ 1-1ರಿಂದ ಸಮಬಲ ಸಾಧಿಸಿತ್ತು. ಗುರುವಾರದ ಪಂದ್ಯದಲ್ಲಿ ಮೊದಲು ಬ್ಯಾಟಿಂಗ್ ಮಾಡಿದ ಭಾರತ ನಿಗದಿತ 18.3 ಓವರ್‌ಗಳಲ್ಲಿ 167 ರನ್ ಗಳಿಸಿ ಆಸ್ಟ್ರೇಲಿಯಾಕ್ಕೆ ಸ್ಪರ್ಧಾತ್ಮಕ ಗುರಿ ನೀಡಿತು. ಬಳಿಕ ಭರ್ಜರಿ ಪ್ರದರ್ಶನ ನೀಡಿದ ಭಾರತದ ಬೌಲರ್‌ಗಳು ಪಂದ್ಯವನ್ನು ಏಕಪಕ್ಷೀಯವಾಗಿಸಿ 48 ರನ್‌ಗಳಿಂದ ಪಂದ್ಯ ಕಿಮುಕೊಂಡರು. ಸ್ಫೋಟಕ ಬ್ಯಾಟಿಂಗ್ ಮಾಡಿದ ಅಕ್ಷರ್ ಪಟೇಲ್ ಮತ್ತೊಮ್ಮೆ 21 ರನ್ ಜೋಡಿಸಿದರೆ, 2 ವಿಕೆಟ್ ಪಡೆದು ಆಲ್‌ರೌಂಡ್ ಪ್ರದರ್ಶನ ನೀಡಿದರು. ಬ್ಯಾಟ್ ನಂತರ ವಿಫಲಗೊಂಡ ವಾಷಿಂಗ್ಟನ್ ಸುಂದರ್ 3 ರನ್‌ಗೆ 3 ವಿಕೆಟ್ ಪಡೆದು ಮಿಂಚಿದರು. ಮಧ್ಯಮ ಕ್ರಮಾಂಕದಲ್ಲಿ ಆಡಿದ ಶಿವಂ ದುಬೆ 22 ರನ್ ಜತೆಗೆ 2 ವಿಕೆಟ್‌ನಿಂದ ಗಮನ ಸೆಳೆದರು. bbox=[252, 205, 470, 488]
bowler-name: ಜಂಪಾ bbox=[1068, 481, 1090, 492]
team-name-rcb: ಆರ್‌ಸಿಬಿ bbox=[522, 1700, 563, 1718]
person-figure bbox=[218, 1332, 348, 1510]
dismissal: ಬಿ ವರುಣ್ bbox=[1122, 595, 1157, 606]
clue-item: 1.ಹೆಸರಿನಿಂದ ಕಲ್ಯಾಣವಾಗುವ (4) bbox=[1036, 1796, 1149, 1807]
bowling-row bbox=[1068, 480, 1258, 494]
runs: 46 bbox=[1245, 265, 1258, 276]
athlete-figure bbox=[1142, 1154, 1174, 1280]
scoreboard-row bbox=[1068, 306, 1258, 320]
jersey-number: 2 bbox=[524, 410, 565, 478]
grid-cell bbox=[708, 1692, 735, 1719]
grid-cell bbox=[654, 1909, 681, 1936]
grid-cell-black bbox=[654, 1773, 681, 1800]
player-name: ಅರ್ಷದೀಪ್ bbox=[1068, 363, 1106, 374]
player-name: ಅಕ್ಷರ್ bbox=[1068, 349, 1089, 360]
grid-cell bbox=[654, 1692, 681, 1719]
australia-batting bbox=[1068, 510, 1258, 678]
grid-cell bbox=[654, 1855, 681, 1882]
chevrons-icon: » bbox=[200, 104, 219, 137]
masthead bbox=[0, 0, 1270, 75]
grid-cell-black bbox=[817, 1773, 844, 1800]
player-figure bbox=[784, 300, 894, 715]
clues-across bbox=[1036, 1627, 1264, 1777]
grid-cell-black bbox=[817, 1746, 844, 1773]
venues-title: 5 ಸ್ಥಳ bbox=[546, 941, 575, 956]
venue-item: » ಕೋಲ್ಕತಾ bbox=[546, 1011, 591, 1024]
section-divider bbox=[252, 858, 1262, 860]
clue-number: 9 bbox=[792, 1774, 799, 1785]
clue-item: 14.ಆಚರಣೆಯಲ್ಲಿ ಇರುವ (3) bbox=[1036, 1734, 1138, 1745]
answers-down-heading: ಮೇಲಿನಿಂದ ಕೆಳಕ್ಕೆ: bbox=[924, 1843, 984, 1854]
answers-across-heading: ಎಡದಿಂದ ಬಲಕ್ಕೆ: bbox=[924, 1727, 981, 1738]
answers-across bbox=[924, 1740, 1024, 1838]
grid-cell bbox=[817, 1828, 844, 1855]
registration-marks bbox=[92, 1994, 158, 2006]
retain-note: ಮಂಧಾನ, ಘೋಷ್ ಸೇರಿದಂತೆ ನಾಲ್ವರನ್ನು ಉಳಿಸಿಕೊಂಡ ಆರ್‌ಸಿಬಿ bbox=[400, 1881, 508, 1924]
runs: 12 bbox=[1245, 539, 1258, 550]
bowling-row bbox=[1068, 438, 1258, 452]
clues-down-heading: ಮೇಲಿನಿಂದ ಕೆಳಕ್ಕೆ bbox=[1036, 1780, 1097, 1793]
grid-cell bbox=[844, 1909, 871, 1936]
athlete-figure bbox=[1186, 996, 1210, 1066]
clue-item: 7.ನೀನಿನಲ್ಲಿ ಗೊತ್ತು ಮಾಡು (3) bbox=[1036, 1674, 1141, 1685]
grid-cell-black bbox=[817, 1800, 844, 1827]
runs: 0 bbox=[1251, 651, 1258, 662]
dismissal: ಬಿ ಎಲ್ಲಿಸ್ bbox=[1122, 279, 1155, 290]
dismissal: ನಾಟೌಟ್ bbox=[1122, 349, 1152, 360]
day-label: ಶುಕ್ರವಾರ bbox=[1148, 26, 1189, 42]
player-name: ಜಂಪಾ bbox=[1068, 651, 1090, 662]
clue-item: 3.ಶಿವ ವಾಹನವಿಲ್ಲದ ಕನ್ನಡ (4) bbox=[1036, 1826, 1142, 1837]
grid-cell-black bbox=[762, 1909, 789, 1936]
puzzle-title-letter: ದ bbox=[732, 1614, 766, 1648]
grid-cell bbox=[844, 1746, 871, 1773]
india-total: ಭಾರತ 18.3 ಓವರ್‌ಗಳಲ್ಲಿ 167/8 bbox=[1068, 236, 1196, 247]
grid-cell-black bbox=[654, 1800, 681, 1827]
